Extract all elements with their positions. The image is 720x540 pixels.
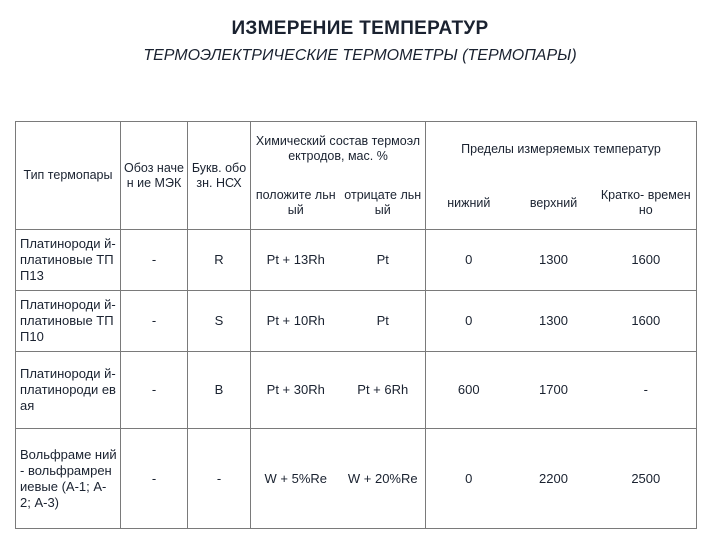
page-subtitle: ТЕРМОЭЛЕКТРИЧЕСКИЕ ТЕРМОМЕТРЫ (ТЕРМОПАРЫ) bbox=[143, 47, 577, 64]
thermocouple-table bbox=[15, 121, 697, 529]
cell-type: Платинороди й-платиновые ТПП10 bbox=[16, 290, 121, 351]
cell-negative: Pt + 6Rh bbox=[341, 351, 426, 429]
table-row bbox=[16, 230, 697, 291]
table-row bbox=[16, 290, 697, 351]
header-short: Кратко- временно bbox=[596, 177, 697, 230]
header-negative: отрицате льный bbox=[341, 177, 426, 230]
cell-positive: W + 5%Re bbox=[251, 429, 341, 529]
cell-upper: 1700 bbox=[512, 351, 596, 429]
cell-positive: Pt + 13Rh bbox=[251, 230, 341, 291]
cell-lower: 0 bbox=[426, 230, 512, 291]
cell-positive: Pt + 10Rh bbox=[251, 290, 341, 351]
cell-lower: 600 bbox=[426, 351, 512, 429]
cell-letter: B bbox=[188, 351, 251, 429]
cell-short: 2500 bbox=[596, 429, 697, 529]
cell-negative: Pt bbox=[341, 230, 426, 291]
cell-short: 1600 bbox=[596, 230, 697, 291]
cell-type: Платинороди й- платинороди евая bbox=[16, 351, 121, 429]
cell-letter: S bbox=[188, 290, 251, 351]
cell-type: Вольфраме ний- вольфрамрен иевые (А-1; А-2; А-3) bbox=[16, 429, 121, 529]
cell-iec: - bbox=[121, 429, 188, 529]
header-type: Тип термопары bbox=[16, 122, 121, 230]
header-lower: нижний bbox=[426, 177, 512, 230]
cell-lower: 0 bbox=[426, 429, 512, 529]
header-range: Пределы измеряемых температур bbox=[426, 122, 697, 177]
cell-short: 1600 bbox=[596, 290, 697, 351]
header-iec: Обоз начен ие МЭК bbox=[121, 122, 188, 230]
cell-type: Платинороди й-платиновые ТПП13 bbox=[16, 230, 121, 291]
cell-negative: Pt bbox=[341, 290, 426, 351]
header-upper: верхний bbox=[512, 177, 596, 230]
cell-upper: 1300 bbox=[512, 290, 596, 351]
cell-iec: - bbox=[121, 230, 188, 291]
cell-iec: - bbox=[121, 351, 188, 429]
page-title: ИЗМЕРЕНИЕ ТЕМПЕРАТУР bbox=[231, 18, 489, 39]
cell-lower: 0 bbox=[426, 290, 512, 351]
cell-iec: - bbox=[121, 290, 188, 351]
cell-upper: 2200 bbox=[512, 429, 596, 529]
table-row bbox=[16, 429, 697, 529]
header-positive: положите льный bbox=[251, 177, 341, 230]
cell-short: - bbox=[596, 351, 697, 429]
header-composition: Химический состав термоэлектродов, мас. % bbox=[251, 122, 426, 177]
cell-negative: W + 20%Re bbox=[341, 429, 426, 529]
header-letter: Букв. обозн. НСХ bbox=[188, 122, 251, 230]
cell-letter: R bbox=[188, 230, 251, 291]
cell-upper: 1300 bbox=[512, 230, 596, 291]
table-row bbox=[16, 351, 697, 429]
cell-letter: - bbox=[188, 429, 251, 529]
cell-positive: Pt + 30Rh bbox=[251, 351, 341, 429]
